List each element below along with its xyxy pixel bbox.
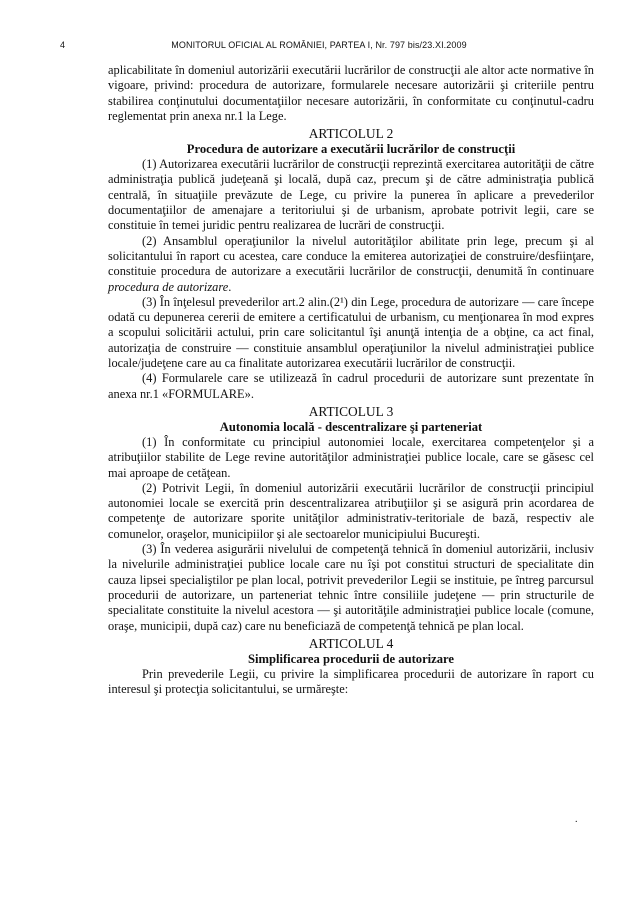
article-3-paragraph-3: (3) În vederea asigurării nivelului de competenţă tehnică în domeniul autorizării, inclusiv la nivelurile administraţiei publice locale care nu îşi pot constitui structuri de specialitate din cauza lipsei specialiştilor pe plan local, potrivit prevederilor Legii se instituie, pe întreg parcursul procedurii de autorizare, un parteneriat tehnic între consiliile judeţene — prin structurile de specialitate constituite la nivelul acestora — şi autorităţile administraţiei publice locale (comune, oraşe, municipii, după caz) care nu beneficiază de competenţă tehnică pe plan local.	[108, 542, 594, 633]
article-2-paragraph-4: (4) Formularele care se utilizează în cadrul procedurii de autorizare sunt prezentate în anexa nr.1 «FORMULARE».	[108, 371, 594, 401]
article-3-paragraph-1: (1) În conformitate cu principiul autonomiei locale, exercitarea competenţelor şi a atribuţiilor stabilite de Lege revine autorităţilor administraţiei publice locale, care se găsesc cel mai aproape de cetăţean.	[108, 434, 594, 480]
article-3-paragraph-2: (2) Potrivit Legii, în domeniul autorizării executării lucrărilor de construcţii principiul autonomiei locale se exercită prin descentralizarea atribuţiilor şi se asigură prin acordarea de competenţe de autorizare sporite unităţilor administrativ-teritoriale de bază, respectiv ale comunelor, oraşelor, municipiilor şi ale sectoarelor municipiului Bucureşti.	[108, 480, 594, 541]
intro-paragraph: aplicabilitate în domeniul autorizării executării lucrărilor de construcţii ale altor acte normative în vigoare, privind: procedura de autorizare, formularele necesare autorizării şi criteriile pentru stabilirea conţinutului documentaţiilor necesare autorizării, în conformitate cu conţinutul-cadru reglementat prin anexa nr.1 la Lege.	[108, 63, 594, 123]
footer-mark: .	[575, 814, 578, 825]
article-4-title: Simplificarea procedurii de autorizare	[247, 651, 455, 666]
running-header: MONITORUL OFICIAL AL ROMÂNIEI, PARTEA I, Nr. 797 bis/23.XI.2009	[171, 40, 467, 50]
article-2-paragraph-3: (3) În înţelesul prevederilor art.2 alin.(2¹) din Lege, procedura de autorizare — care începe odată cu depunerea cererii de emitere a certificatului de urbanism, cu menţionarea în mod expres a scopului solicitării actului, prin care solicitantul îşi anunţă intenţia de a obţine, ca act final, autorizaţia de construire — constituie ansamblul operaţiunilor la nivelul administraţiei publice locale/judeţene care au ca finalitate autorizarea executării lucrărilor de construcţii.	[108, 294, 594, 371]
article-2-paragraph-2-italic: procedura de autorizare	[108, 279, 229, 294]
article-4-paragraph-1: Prin prevederile Legii, cu privire la simplificarea procedurii de autorizare în raport cu interesul şi protecţia solicitantului, se urmăreşte:	[108, 666, 594, 697]
article-3-heading: ARTICOLUL 3	[308, 403, 394, 419]
article-2-paragraph-2-end: .	[228, 279, 232, 294]
article-2-title: Procedura de autorizare a executării lucrărilor de construcţii	[186, 142, 516, 157]
page-number: 4	[60, 40, 66, 50]
article-2-paragraph-2-text: (2) Ansamblul operaţiunilor la nivelul autorităţilor abilitate prin lege, precum şi al solicitantului în raport cu acestea, care conduce la emiterea autorizaţiei de construire/desfiinţare, constituie procedura de autorizare a executării lucrărilor de construcţii, denumită în continuare	[108, 233, 594, 279]
document-body	[108, 63, 594, 697]
article-2-paragraph-1: (1) Autorizarea executării lucrărilor de construcţii reprezintă exercitarea autorităţii de către administraţia publică judeţeană şi locală, după caz, precum şi de către administraţia publică centrală, în situaţiile prevăzute de Lege, cu privire la punerea în aplicare a prevederilor documentaţiilor de amenajare a teritoriului şi de urbanism, aprobate potrivit legii, care se constituie în temei juridic pentru realizarea de lucrări de construcţii.	[108, 157, 594, 233]
article-2-heading: ARTICOLUL 2	[308, 126, 394, 142]
article-3-title: Autonomia locală - descentralizare şi parteneriat	[219, 419, 483, 434]
article-4-heading: ARTICOLUL 4	[308, 635, 394, 651]
article-2-paragraph-2	[108, 234, 594, 295]
